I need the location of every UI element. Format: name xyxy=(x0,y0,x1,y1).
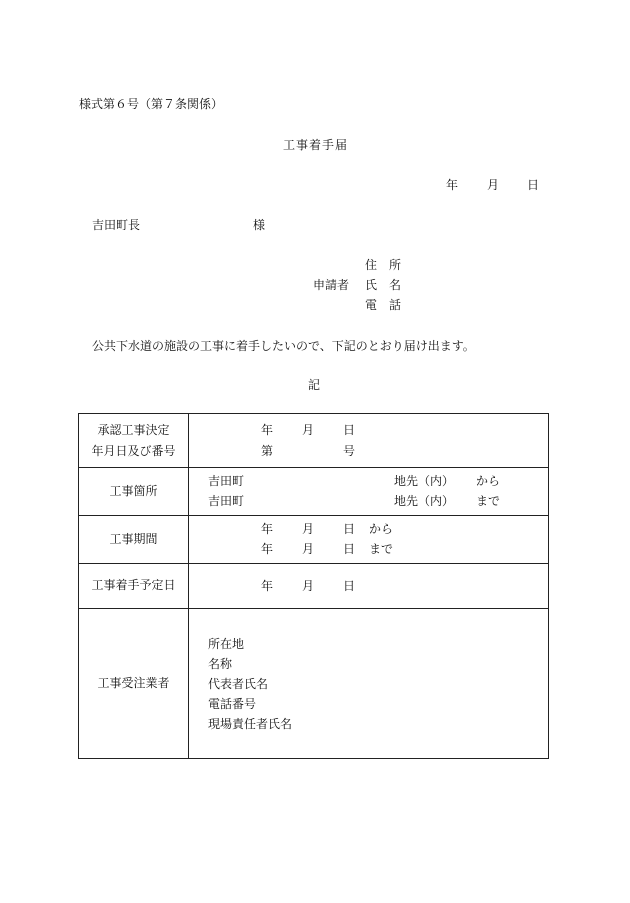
contractor-value-cell xyxy=(189,608,549,758)
approval-year: 年 xyxy=(261,423,274,437)
row-period xyxy=(79,516,549,564)
location-kara: から xyxy=(476,474,501,489)
applicant-name-label: 氏 名 xyxy=(365,278,402,292)
row-approval xyxy=(79,414,549,468)
note-heading: 記 xyxy=(308,378,321,392)
row-location xyxy=(79,468,549,516)
location-chisaki-2: 地先（内） xyxy=(394,494,455,509)
contractor-representative-label: 代表者氏名 xyxy=(208,676,269,691)
period-made: まで xyxy=(369,542,394,557)
period-start-year: 年 xyxy=(261,522,274,537)
location-made: まで xyxy=(476,494,501,509)
start-date-day: 日 xyxy=(343,579,356,594)
approval-go: 号 xyxy=(343,444,356,458)
period-start-month: 月 xyxy=(302,522,315,537)
contractor-name-label: 名称 xyxy=(208,656,233,671)
addressee: 吉田町長 xyxy=(92,218,141,232)
approval-value-cell xyxy=(189,414,549,468)
period-end-month: 月 xyxy=(302,542,315,557)
applicant-phone-label: 電 話 xyxy=(365,298,402,312)
applicant-label: 申請者 xyxy=(313,278,350,292)
application-form-table xyxy=(78,413,549,759)
period-kara: から xyxy=(369,522,394,537)
applicant-address-label: 住 所 xyxy=(365,258,402,272)
contractor-phone-label: 電話番号 xyxy=(208,696,257,711)
start-date-value-cell xyxy=(189,564,549,608)
document-title: 工事着手届 xyxy=(283,138,349,152)
period-value-cell xyxy=(189,516,549,564)
approval-dai: 第 xyxy=(261,444,274,458)
period-label: 工事期間 xyxy=(79,516,189,564)
location-value-cell xyxy=(189,468,549,516)
period-start-day: 日 xyxy=(343,522,356,537)
row-contractor xyxy=(79,608,549,758)
approval-month: 月 xyxy=(302,423,315,437)
approval-label-line2: 年月日及び番号 xyxy=(91,443,176,458)
start-date-label: 工事着手予定日 xyxy=(79,564,189,608)
date-year-label: 年 xyxy=(446,178,459,192)
contractor-address-label: 所在地 xyxy=(208,636,245,651)
statement-text: 公共下水道の施設の工事に着手したいので、下記のとおり届け出ます。 xyxy=(92,339,475,353)
approval-label-line1: 承認工事決定 xyxy=(97,422,170,437)
contractor-site-manager-label: 現場責任者氏名 xyxy=(208,716,293,731)
location-town-2: 吉田町 xyxy=(208,494,245,509)
honorific: 様 xyxy=(253,218,266,232)
period-end-year: 年 xyxy=(261,542,274,557)
date-month-label: 月 xyxy=(487,178,500,192)
location-town-1: 吉田町 xyxy=(208,474,245,489)
row-start-date xyxy=(79,564,549,608)
form-number: 様式第６号（第７条関係） xyxy=(79,97,224,111)
contractor-label: 工事受注業者 xyxy=(79,608,189,758)
date-day-label: 日 xyxy=(527,178,540,192)
approval-label-cell xyxy=(79,414,189,468)
period-end-day: 日 xyxy=(343,542,356,557)
location-label: 工事箇所 xyxy=(79,468,189,516)
location-chisaki-1: 地先（内） xyxy=(394,474,455,489)
approval-day: 日 xyxy=(343,423,356,437)
start-date-month: 月 xyxy=(302,579,315,594)
start-date-year: 年 xyxy=(261,579,274,594)
